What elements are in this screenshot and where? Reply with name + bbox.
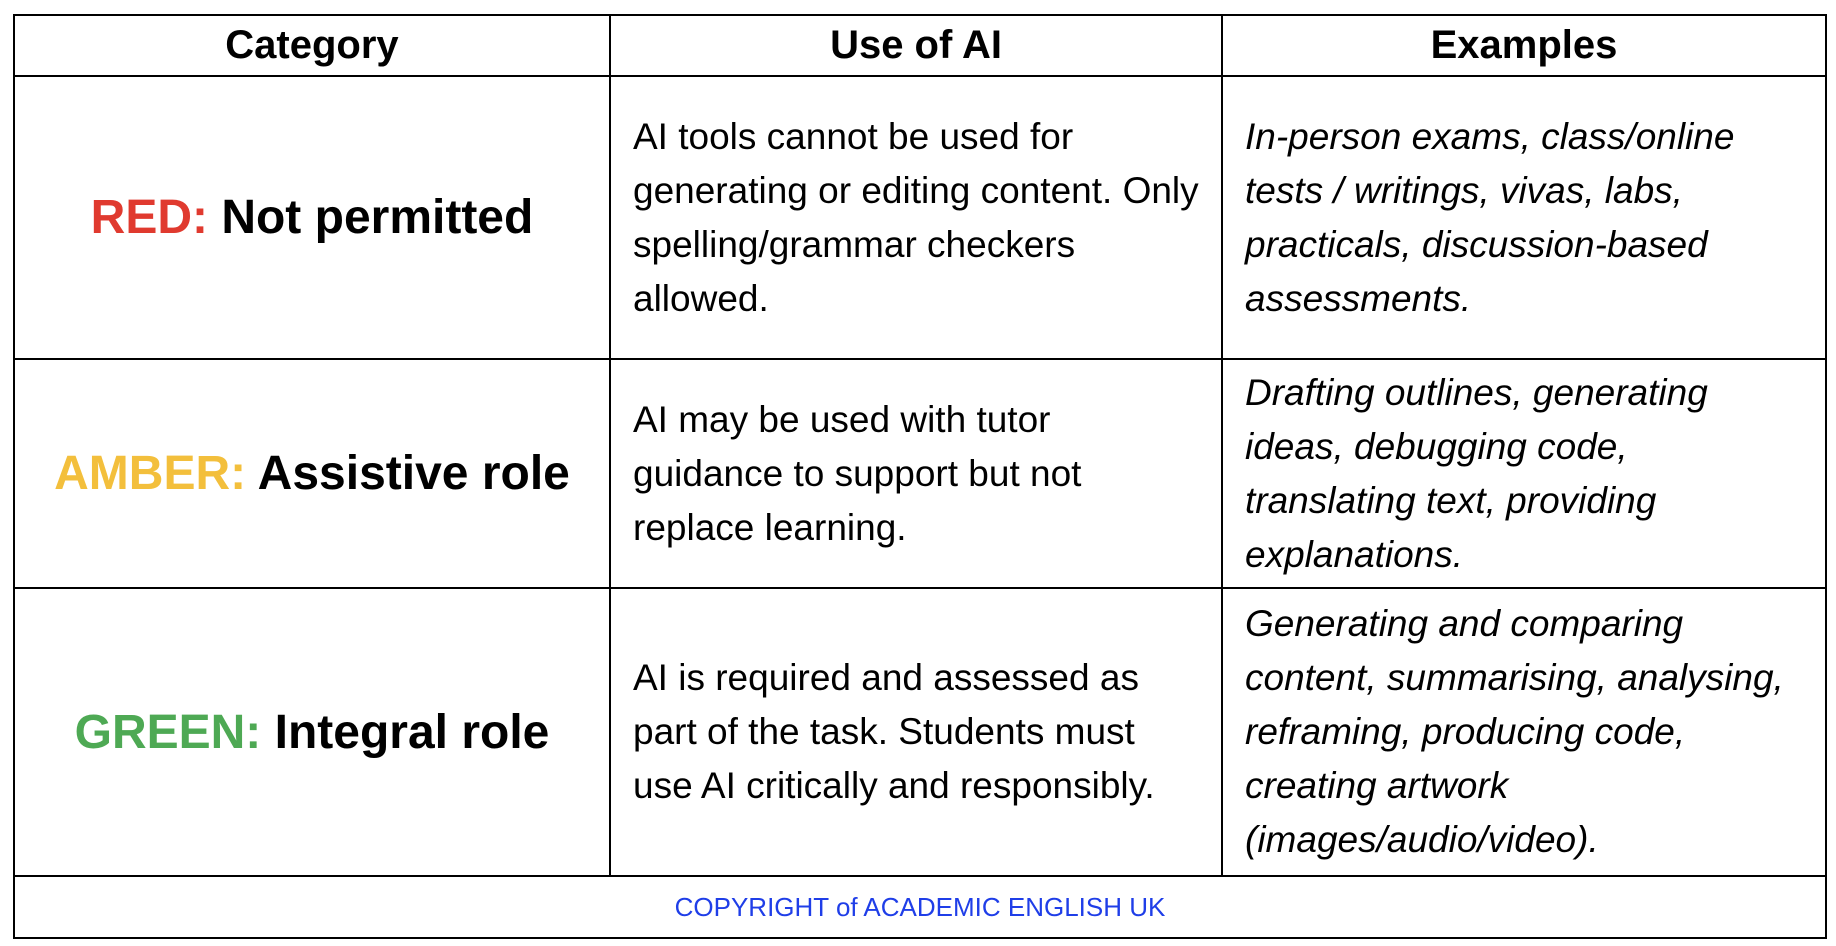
table-row-amber — [14, 359, 1826, 588]
footer-cell — [14, 876, 1826, 938]
examples-cell-amber: Drafting outlines, generating ideas, debugging code, translating text, providing explanations. — [1222, 359, 1826, 588]
examples-cell-green: Generating and comparing content, summarising, analysing, reframing, producing code, creating artwork (images/audio/video). — [1222, 588, 1826, 876]
level-label-red: RED: — [90, 191, 208, 244]
examples-cell-red: In-person exams, class/online tests / writings, vivas, labs, practicals, discussion-based assessments. — [1222, 76, 1826, 359]
footer-row — [14, 876, 1826, 938]
header-examples: Examples — [1222, 15, 1826, 76]
category-cell-amber — [14, 359, 610, 588]
table-row-green — [14, 588, 1826, 876]
category-cell-green — [14, 588, 610, 876]
header-row — [14, 15, 1826, 76]
category-label-green: Integral role — [261, 705, 550, 759]
copyright-notice: COPYRIGHT of ACADEMIC ENGLISH UK — [674, 891, 1166, 922]
ai-use-policy-table — [13, 14, 1827, 939]
use-cell-amber: AI may be used with tutor guidance to support but not replace learning. — [610, 359, 1222, 588]
level-label-green: GREEN: — [74, 705, 262, 759]
category-cell-red — [14, 76, 610, 359]
table-row-red — [14, 76, 1826, 359]
level-label-amber: AMBER: — [54, 447, 247, 500]
header-category: Category — [14, 15, 610, 76]
category-label-red: Not permitted — [207, 191, 534, 244]
header-use-of-ai: Use of AI — [610, 15, 1222, 76]
category-label-amber: Assistive role — [246, 447, 570, 500]
use-cell-green: AI is required and assessed as part of the task. Students must use AI critically and responsibly. — [610, 588, 1222, 876]
use-cell-red: AI tools cannot be used for generating or editing content. Only spelling/grammar checkers allowed. — [610, 76, 1222, 359]
